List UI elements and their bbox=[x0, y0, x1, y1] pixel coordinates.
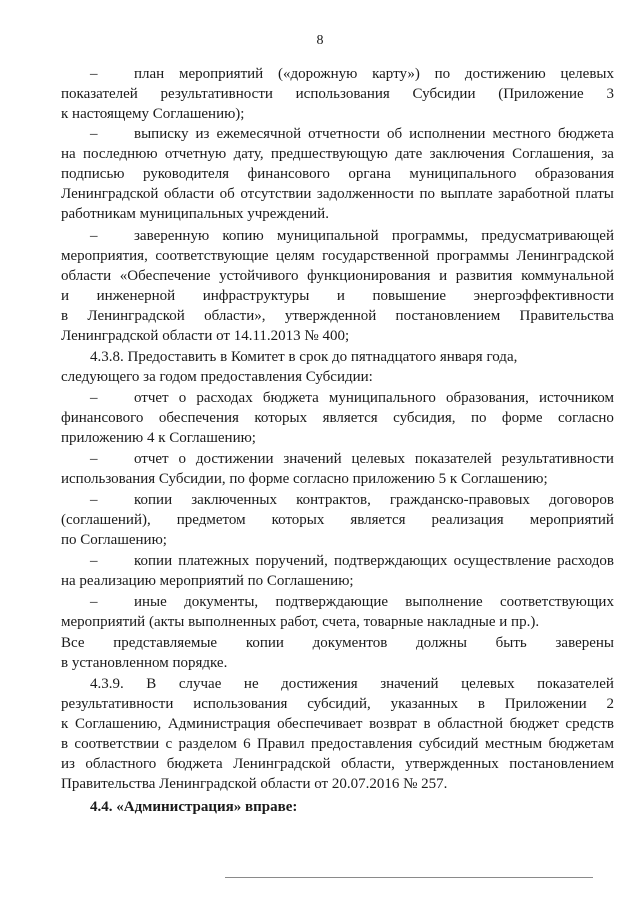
text-line: финансового обеспечения которых является субсидия, по форме согласно bbox=[61, 410, 614, 426]
text-line: результативности использования субсидий, указанных в Приложении 2 bbox=[61, 696, 614, 712]
text-line: отчет о расходах бюджета муниципального образования, источником bbox=[134, 390, 614, 406]
text-line: заверенную копию муниципальной программы, предусматривающей bbox=[134, 228, 614, 244]
text-line: показателей результативности использования Субсидии (Приложение 3 bbox=[61, 86, 614, 102]
text-line: на последнюю отчетную дату, предшествующую дате заключения Соглашения, за bbox=[61, 146, 614, 162]
text-line: мероприятия, соответствующие целям государственной программы Ленинградской bbox=[61, 248, 614, 264]
text-line: к Соглашению, Администрация обеспечивает возврат в областной бюджет средств bbox=[61, 716, 614, 732]
list-dash: – bbox=[90, 126, 98, 142]
list-dash: – bbox=[90, 451, 98, 467]
text-line: Правительства Ленинградской области от 20.07.2016 № 257. bbox=[61, 776, 448, 792]
text-line: области «Обеспечение устойчивого функционирования и развития коммунальной bbox=[61, 268, 614, 284]
text-line: в установленном порядке. bbox=[61, 655, 228, 671]
text-line: копии платежных поручений, подтверждающих осуществление расходов bbox=[134, 553, 614, 569]
text-line: приложению 4 к Соглашению; bbox=[61, 430, 256, 446]
text-line: Ленинградской области об отсутствии задолженности по выплате заработной платы bbox=[61, 186, 614, 202]
text-line: и инженерной инфраструктуры и повышение энергоэффективности bbox=[61, 288, 614, 304]
footer-rule bbox=[225, 877, 593, 878]
section-heading: 4.4. «Администрация» вправе: bbox=[90, 799, 298, 815]
text-line: 4.3.8. Предоставить в Комитет в срок до пятнадцатого января года, bbox=[90, 349, 518, 365]
text-line: (соглашений), предметом которых является реализация мероприятий bbox=[61, 512, 614, 528]
text-line: из областного бюджета Ленинградской области, утвержденных постановлением bbox=[61, 756, 614, 772]
text-line: план мероприятий («дорожную карту») по достижению целевых bbox=[134, 66, 614, 82]
text-line: подписью руководителя финансового органа муниципального образования bbox=[61, 166, 614, 182]
text-line: использования Субсидии, по форме согласно приложению 5 к Соглашению; bbox=[61, 471, 548, 487]
text-line: мероприятий (акты выполненных работ, счета, товарные накладные и пр.). bbox=[61, 614, 540, 630]
text-line: в соответствии с разделом 6 Правил предоставления субсидий местным бюджетам bbox=[61, 736, 614, 752]
text-line: Ленинградской области от 14.11.2013 № 400; bbox=[61, 328, 350, 344]
list-dash: – bbox=[90, 492, 98, 508]
list-dash: – bbox=[90, 390, 98, 406]
text-line: Все представляемые копии документов должны быть заверены bbox=[61, 635, 614, 651]
text-line: работникам муниципальных учреждений. bbox=[61, 206, 329, 222]
list-dash: – bbox=[90, 594, 98, 610]
text-line: копии заключенных контрактов, гражданско-правовых договоров bbox=[134, 492, 614, 508]
list-dash: – bbox=[90, 66, 98, 82]
list-dash: – bbox=[90, 228, 98, 244]
text-line: в Ленинградской области», утвержденной постановлением Правительства bbox=[61, 308, 614, 324]
text-line: выписку из ежемесячной отчетности об исполнении местного бюджета bbox=[134, 126, 614, 142]
page-number: 8 bbox=[316, 33, 324, 48]
text-line: следующего за годом предоставления Субсидии: bbox=[61, 369, 373, 385]
text-line: иные документы, подтверждающие выполнение соответствующих bbox=[134, 594, 614, 610]
text-line: на реализацию мероприятий по Соглашению; bbox=[61, 573, 354, 589]
text-line: к настоящему Соглашению); bbox=[61, 106, 245, 122]
list-dash: – bbox=[90, 553, 98, 569]
text-line: по Соглашению; bbox=[61, 532, 167, 548]
text-line: отчет о достижении значений целевых показателей результативности bbox=[134, 451, 614, 467]
text-line: 4.3.9. В случае не достижения значений целевых показателей bbox=[90, 676, 614, 692]
